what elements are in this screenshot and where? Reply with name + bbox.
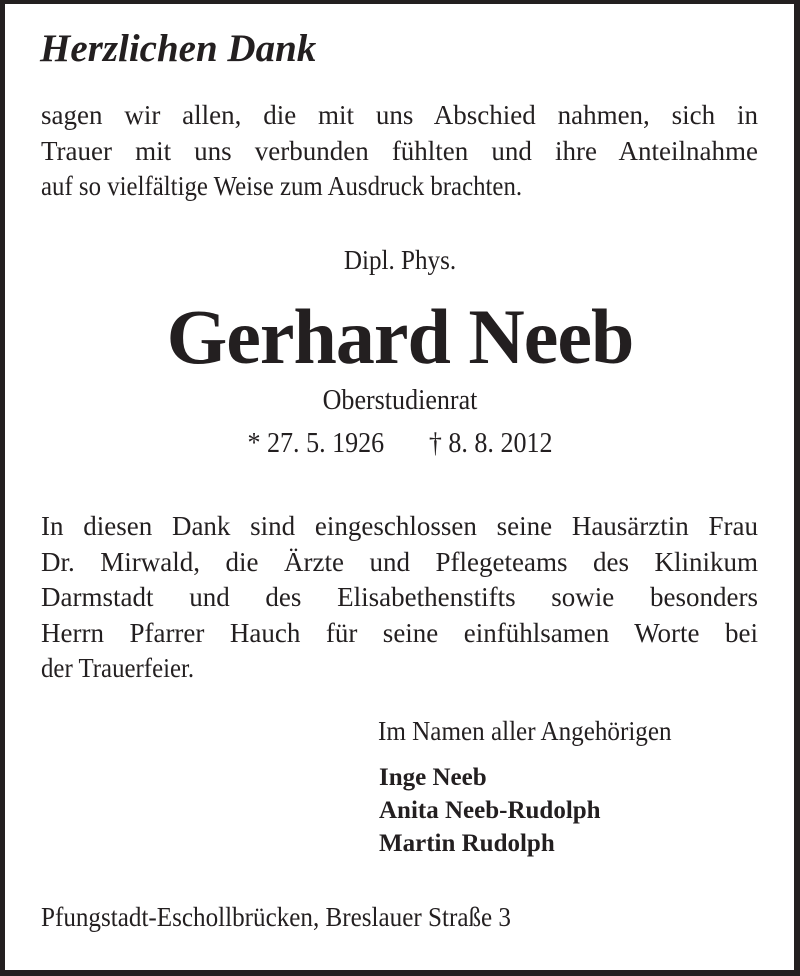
intro-paragraph (41, 98, 758, 205)
family-address: Pfungstadt-Eschollbrücken, Breslauer Straße 3 (41, 902, 511, 932)
intro-line: sagen wir allen, die mit uns Abschied nahmen, sich in (41, 100, 758, 130)
deceased-name: Gerhard Neeb (166, 293, 634, 380)
intro-line: auf so vielfältige Weise zum Ausdruck brachten. (41, 171, 523, 201)
birth-star-icon: * (247, 428, 261, 459)
thanks-line: In diesen Dank sind eingeschlossen seine Hausärztin Frau (41, 511, 758, 541)
thanks-line: Herrn Pfarrer Hauch für seine einfühlsamen Worte bei (41, 617, 758, 648)
deceased-occupation: Oberstudienrat (322, 385, 478, 416)
thanks-paragraph (41, 509, 758, 687)
death-date: 8. 8. 2012 (448, 428, 553, 459)
birth-date: 27. 5. 1926 (267, 428, 385, 459)
thanks-line: Darmstadt und des Elisabethenstifts sowie besonders (41, 582, 758, 612)
signatory-name: Inge Neeb (379, 764, 487, 791)
signoff-text: Im Namen aller Angehörigen (378, 716, 672, 746)
thanks-line: Dr. Mirwald, die Ärzte und Pflegeteams des Klinikum (41, 546, 758, 577)
signatory-name: Martin Rudolph (379, 830, 555, 857)
death-cross-icon: † (428, 428, 442, 459)
life-dates (28, 428, 772, 460)
intro-line: Trauer mit uns verbunden fühlten und ihre Anteilnahme (41, 135, 758, 166)
thanks-line: der Trauerfeier. (41, 653, 195, 683)
signatory-name: Anita Neeb-Rudolph (379, 797, 601, 824)
academic-title: Dipl. Phys. (343, 245, 457, 275)
signatories (379, 761, 601, 860)
notice-heading: Herzlichen Dank (40, 27, 317, 70)
